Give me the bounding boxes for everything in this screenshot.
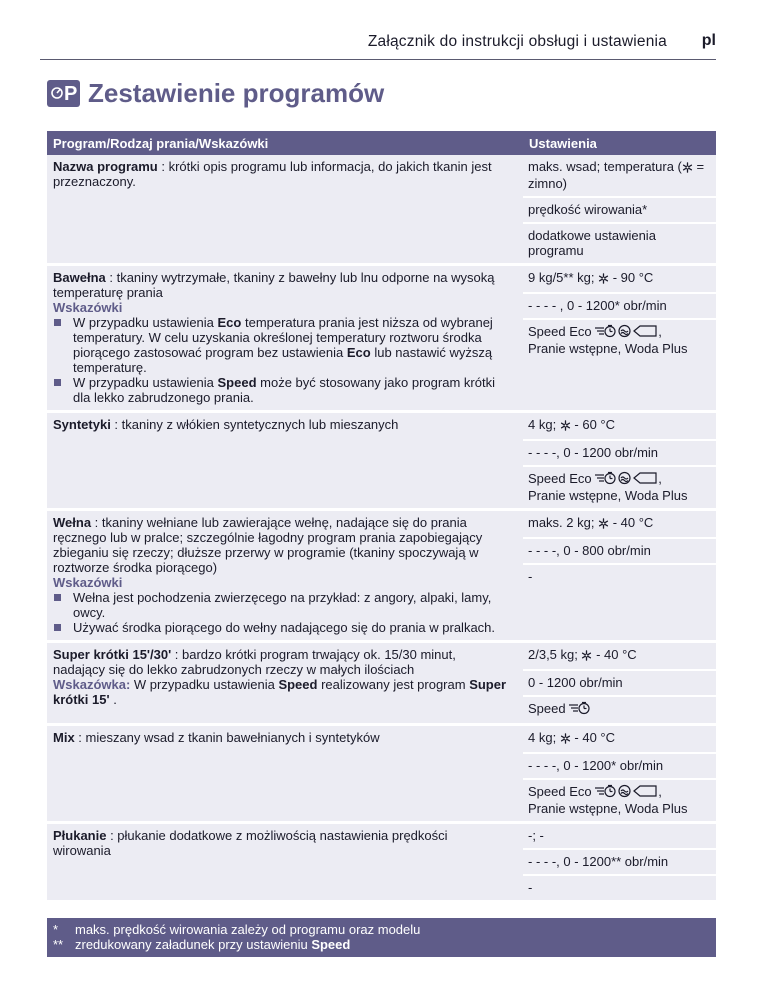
program-description (47, 511, 513, 640)
hints-heading: Wskazówki (53, 300, 123, 315)
settings-column (523, 155, 716, 263)
program-description: Super krótki 15'/30' : bardzo krótki program trwający ok. 15/30 minut, nadający się do lekko zabrudzonych rzeczy w małych ilościach Wskazówka: W przypadku ustawienia Speed realizowany jest program Super krótki 15' . (53, 647, 507, 707)
settings-load-temp: 2/3,5 kg; - 40 °C (523, 643, 716, 671)
settings-load-temp: -; - (523, 824, 716, 850)
table-row-super-krotki (47, 643, 716, 726)
program-table (47, 131, 716, 957)
settings-extra: Speed Eco , Pranie wstępne, Woda Plus (528, 471, 688, 503)
program-list-icon (47, 80, 80, 107)
settings-extra: - (528, 880, 533, 895)
settings-extra: dodatkowe ustawienia programu (528, 228, 656, 258)
snowflake-icon (598, 272, 609, 287)
list-item: Używać środka piorącego do wełny nadającego się do prania w pralkach. (53, 620, 507, 635)
program-description (47, 726, 513, 821)
settings-load-temp: maks. 2 kg; - 40 °C (523, 511, 716, 539)
speed-clock-icon (595, 324, 617, 341)
list-item: W przypadku ustawienia Speed może być stosowany jako program krótki dla lekko zabrudzonego prania. (53, 375, 507, 405)
footnote: * maks. prędkość wirowania zależy od programu oraz modelu (53, 922, 421, 937)
running-header: Załącznik do instrukcji obsługi i ustawienia (367, 33, 667, 50)
prewash-icon (617, 784, 632, 801)
settings-spin: 0 - 1200 obr/min (523, 671, 716, 697)
program-name: Płukanie (53, 828, 107, 843)
settings-spin: - - - -, 0 - 1200* obr/min (523, 754, 716, 780)
page-title: Zestawienie programów (88, 78, 385, 108)
settings-load-temp: 4 kg; - 40 °C (523, 726, 716, 754)
table-row-bawelna (47, 266, 716, 413)
table-row-legend (47, 155, 716, 266)
program-description (47, 155, 513, 263)
program-desc: : tkaniny wełniane lub zawierające wełnę, nadające się do prania ręcznego lub w pralce; szczególnie łagodny program prania zapobiegający zbieganiu się rzeczy; dłuższe przerwy w programie (tkaniny spoczywają w roztworze środka piorącego) (53, 515, 483, 575)
program-name: Bawełna (53, 270, 106, 285)
knob-icon (51, 86, 65, 100)
settings-column (523, 413, 716, 508)
settings-column (523, 511, 716, 640)
settings-column (523, 824, 716, 900)
table-row-syntetyki (47, 413, 716, 511)
snowflake-icon (581, 649, 592, 664)
table-row-plukanie (47, 824, 716, 903)
settings-spin: - - - -, 0 - 1200 obr/min (523, 441, 716, 467)
hints-heading: Wskazówki (53, 575, 123, 590)
water-plus-icon (632, 784, 658, 801)
table-header (47, 131, 716, 155)
footnote: ** zredukowany załadunek przy ustawieniu Speed (53, 937, 351, 952)
program-description (47, 413, 513, 508)
program-description (47, 266, 513, 410)
prewash-icon (617, 324, 632, 341)
program-desc: : mieszany wsad z tkanin bawełnianych i syntetyków (74, 730, 380, 745)
program-name: Wełna (53, 515, 92, 530)
snowflake-icon (598, 517, 609, 532)
settings-column (523, 726, 716, 821)
settings-extra: Speed (523, 697, 716, 723)
program-desc: : bardzo krótki program trwający ok. 15/30 minut, nadający się do lekko zabrudzonych rzeczy w małych ilościach (53, 647, 456, 677)
hint-heading: Wskazówka: (53, 677, 131, 692)
header-divider (40, 59, 716, 60)
settings-load-temp: 9 kg/5** kg; - 90 °C (523, 266, 716, 294)
settings-column (523, 266, 716, 410)
program-name: Mix (53, 730, 75, 745)
program-name: Super krótki 15'/30' (53, 647, 172, 662)
column-header-program: Program/Rodzaj prania/Wskazówki (53, 136, 269, 151)
snowflake-icon (560, 732, 571, 747)
speed-clock-icon (595, 471, 617, 488)
settings-spin: prędkość wirowania* (523, 198, 716, 224)
footnotes (47, 918, 716, 957)
water-plus-icon (632, 324, 658, 341)
settings-spin: - - - -, 0 - 1200** obr/min (523, 850, 716, 876)
program-icon-letter: P (64, 83, 78, 105)
table-row-mix (47, 726, 716, 824)
settings-extra: - (528, 569, 533, 584)
snowflake-icon (560, 419, 571, 434)
program-desc: : tkaniny z włókien syntetycznych lub mieszanych (110, 417, 399, 432)
program-desc: : tkaniny wytrzymałe, tkaniny z bawełny lub lnu odporne na wysoką temperaturę prania (53, 270, 495, 300)
settings-extra: Speed Eco , Pranie wstępne, Woda Plus (528, 784, 688, 816)
settings-spin: - - - - , 0 - 1200* obr/min (523, 294, 716, 320)
program-name: Syntetyki (53, 417, 111, 432)
speed-clock-icon (569, 701, 591, 718)
column-header-settings: Ustawienia (529, 136, 597, 151)
prewash-icon (617, 471, 632, 488)
program-description (47, 824, 513, 900)
settings-column (523, 643, 716, 723)
list-item: W przypadku ustawienia Eco temperatura prania jest niższa od wybranej temperatury. W celu uzyskania określonej temperatury roztworu środka piorącego zastosować program bez ustawienia Eco lub nastawić wyższą temperaturę. (53, 315, 507, 375)
hints-list (53, 590, 507, 635)
settings-load-temp: maks. wsad; temperatura ( = zimno) (523, 155, 716, 198)
settings-extra: Speed Eco , Pranie wstępne, Woda Plus (528, 324, 688, 356)
list-item: Wełna jest pochodzenia zwierzęcego na przykład: z angory, alpaki, lamy, owcy. (53, 590, 507, 620)
program-name: Nazwa programu (53, 159, 158, 174)
program-desc: : krótki opis programu lub informacja, do jakich tkanin jest przeznaczony. (53, 159, 492, 189)
water-plus-icon (632, 471, 658, 488)
settings-load-temp: 4 kg; - 60 °C (523, 413, 716, 441)
hints-list (53, 315, 507, 405)
language-code: pl (701, 32, 716, 49)
snowflake-icon (682, 161, 693, 176)
speed-clock-icon (595, 784, 617, 801)
table-row-welna (47, 511, 716, 643)
settings-spin: - - - -, 0 - 800 obr/min (523, 539, 716, 565)
program-desc: : płukanie dodatkowe z możliwością nastawienia prędkości wirowania (53, 828, 448, 858)
